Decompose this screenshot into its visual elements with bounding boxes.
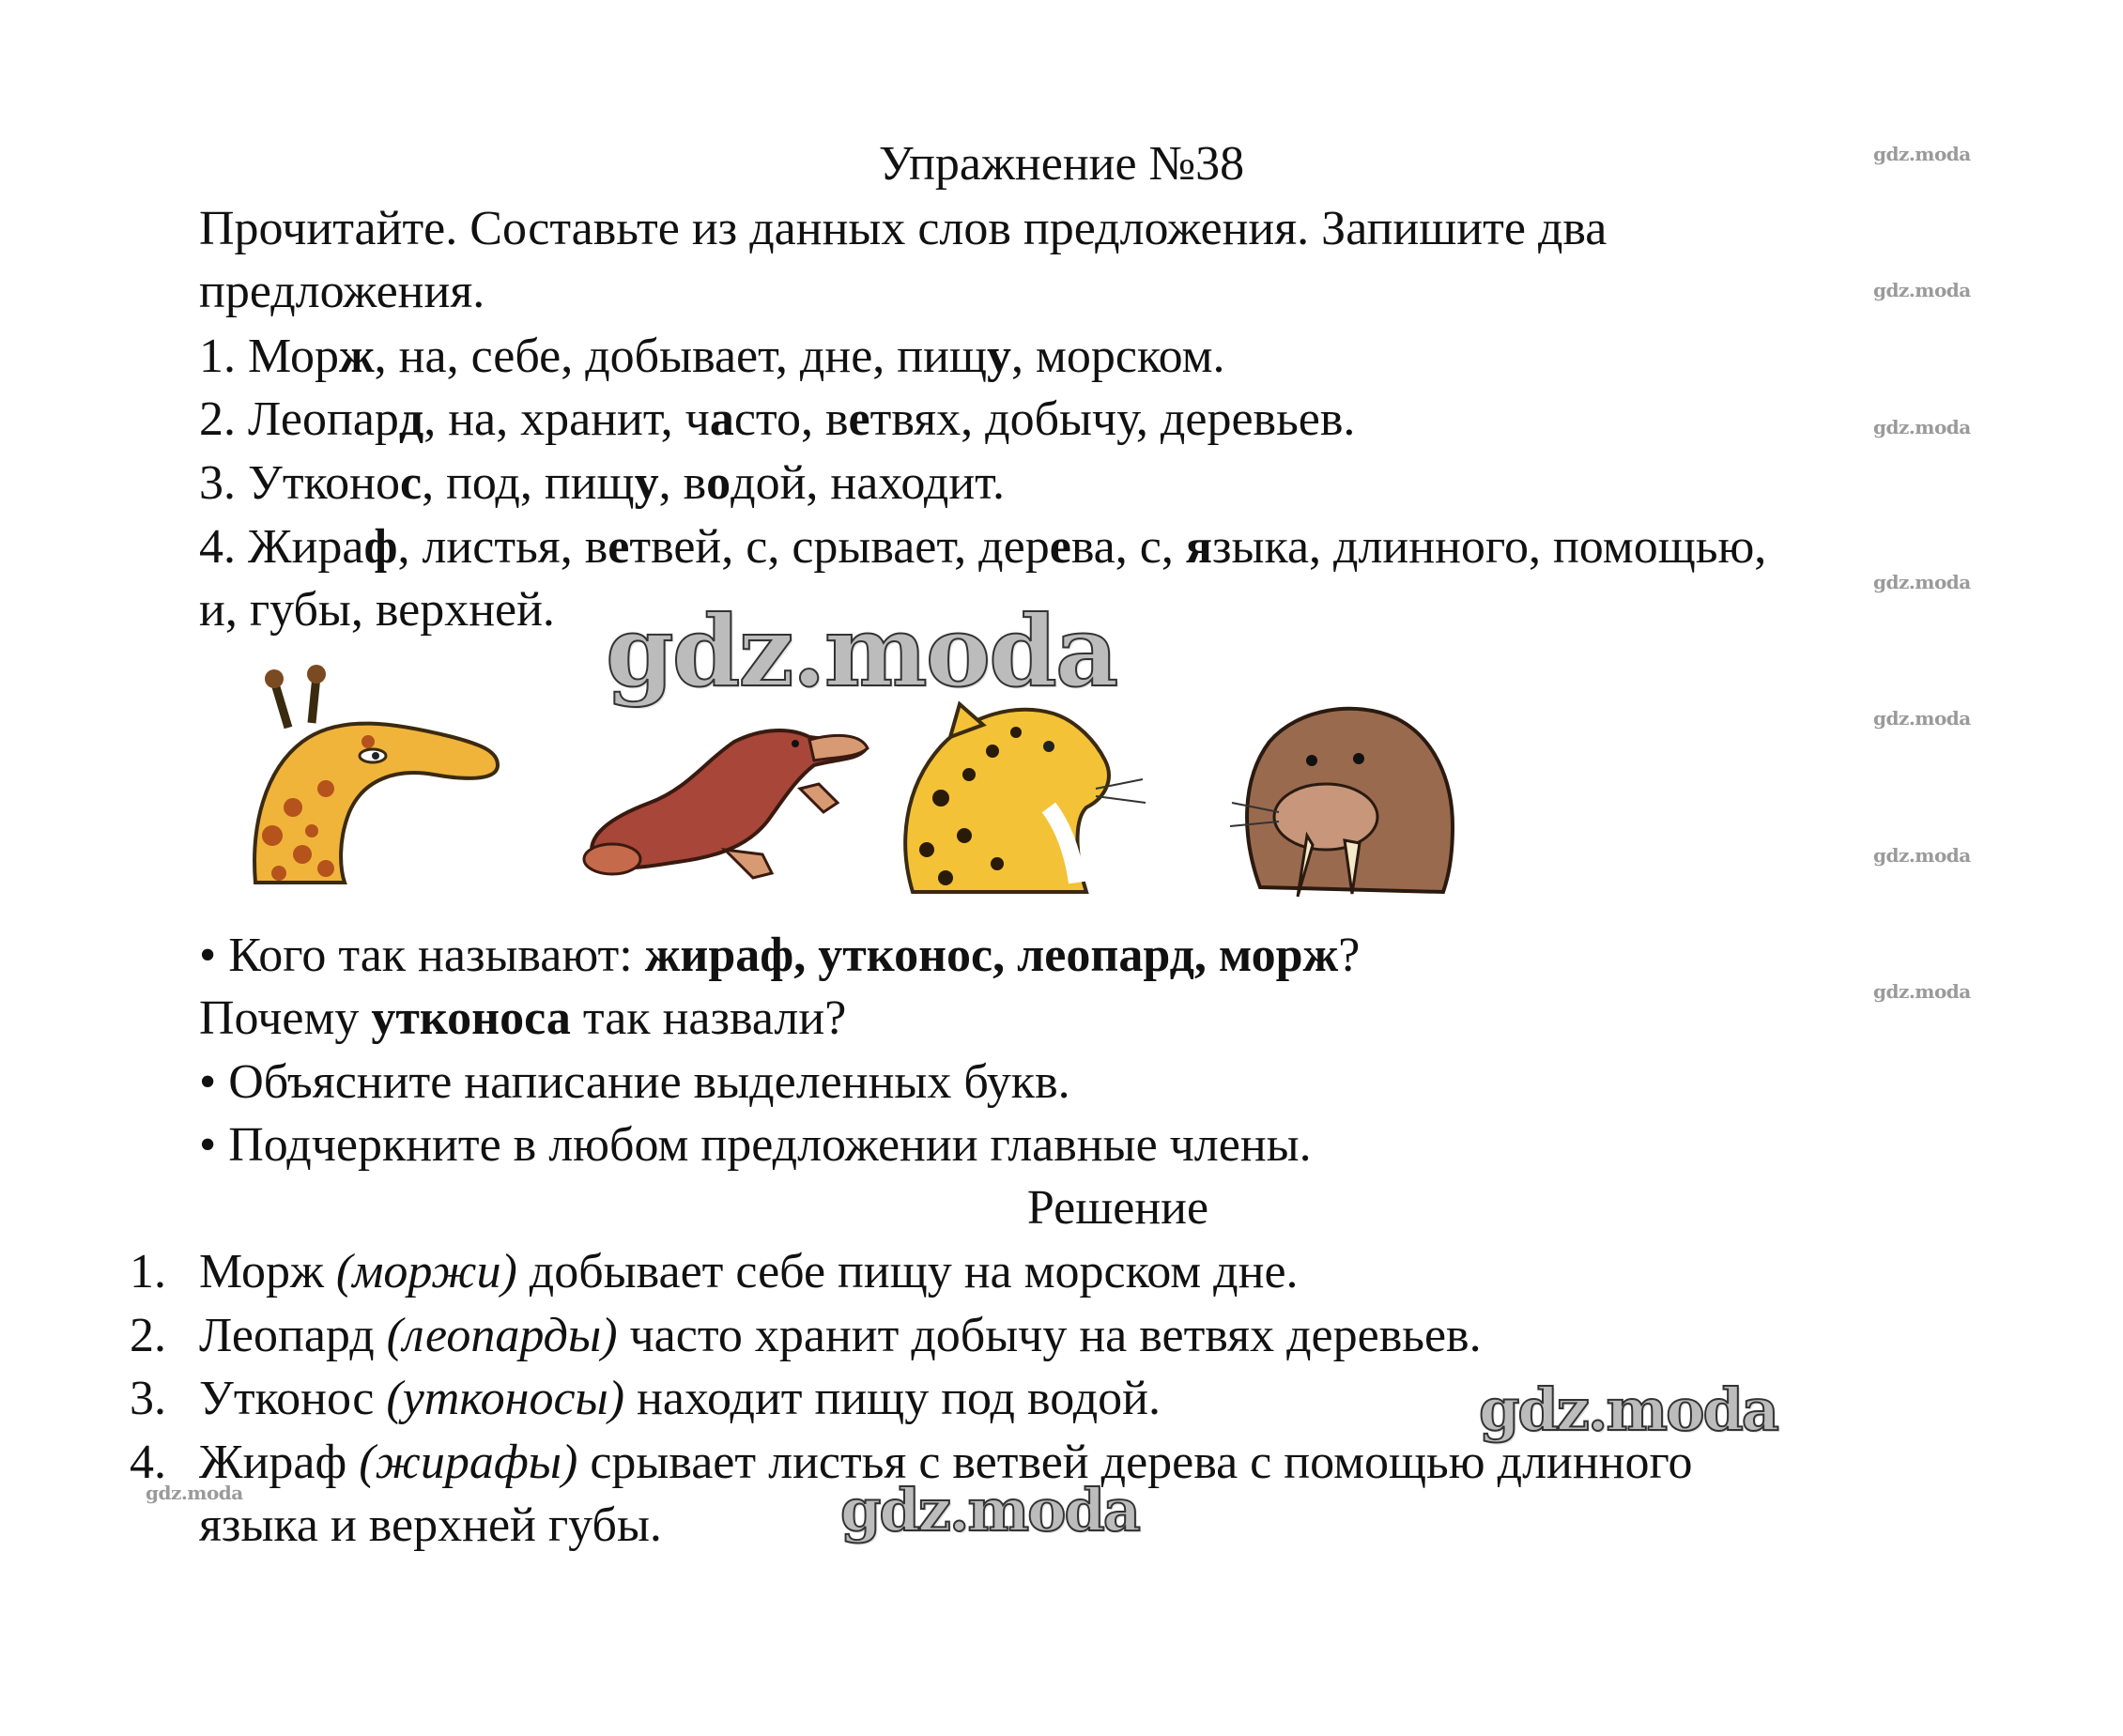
- watermark-small: gdz.moda: [1873, 143, 1971, 165]
- question-4: • Подчеркните в любом предложении главные члены.: [199, 1118, 1312, 1172]
- question-2: Почему утконоса так назвали?: [199, 991, 847, 1045]
- task-sentence-3: 3. Утконос, под, пищу, водой, находит.: [199, 456, 1005, 510]
- watermark-small: gdz.moda: [1873, 416, 1971, 438]
- solution-item-4-continued: языка и верхней губы.: [199, 1498, 662, 1552]
- solution-item-4: Жираф (жирафы) срывает листья с ветвей дерева с помощью длинного: [199, 1436, 1693, 1489]
- task-instruction-line-1: Прочитайте. Составьте из данных слов предложения. Запишите два: [199, 202, 1608, 255]
- solution-item-4-number: 4.: [130, 1436, 166, 1489]
- watermark-small: gdz.moda: [1873, 279, 1971, 301]
- question-1: • Кого так называют: жираф, утконос, леопард, морж?: [199, 929, 1361, 982]
- task-sentence-1: 1. Морж, на, себе, добывает, дне, пищу, морском.: [199, 330, 1225, 383]
- task-instruction-line-2: предложения.: [199, 265, 485, 318]
- watermark-small: gdz.moda: [1873, 844, 1971, 867]
- solution-title: Решение: [1026, 1181, 1209, 1235]
- watermark-small: gdz.moda: [146, 1482, 243, 1504]
- solution-item-1: Морж (моржи) добывает себе пищу на морском дне.: [199, 1245, 1299, 1298]
- leopard-illustration: [905, 704, 1146, 892]
- exercise-title: Упражнение №38: [878, 137, 1245, 191]
- solution-item-3: Утконос (утконосы) находит пищу под водой.: [199, 1372, 1161, 1425]
- platypus-illustration: [584, 730, 868, 878]
- question-3: • Объясните написание выделенных букв.: [199, 1055, 1070, 1109]
- solution-item-3-number: 3.: [130, 1372, 166, 1425]
- watermark-small: gdz.moda: [1873, 980, 1971, 1003]
- giraffe-illustration: [254, 665, 498, 883]
- watermark-small: gdz.moda: [1873, 707, 1971, 730]
- solution-item-1-number: 1.: [130, 1245, 166, 1298]
- task-sentence-4-continued: и, губы, верхней.: [199, 583, 555, 637]
- task-sentence-2: 2. Леопард, на, хранит, часто, ветвях, добычу, деревьев.: [199, 392, 1356, 446]
- walrus-illustration: [1230, 709, 1453, 897]
- task-sentence-4: 4. Жираф, листья, ветвей, с, срывает, дерева, с, языка, длинного, помощью,: [199, 520, 1767, 574]
- solution-item-2: Леопард (леопарды) часто хранит добычу на ветвях деревьев.: [199, 1309, 1482, 1362]
- watermark-small: gdz.moda: [1873, 571, 1971, 593]
- watermark-large: gdz.moda: [840, 1476, 1139, 1544]
- watermark-large: gdz.moda: [1479, 1375, 1777, 1444]
- watermark-large: gdz.moda: [606, 593, 1117, 709]
- solution-item-2-number: 2.: [130, 1309, 166, 1362]
